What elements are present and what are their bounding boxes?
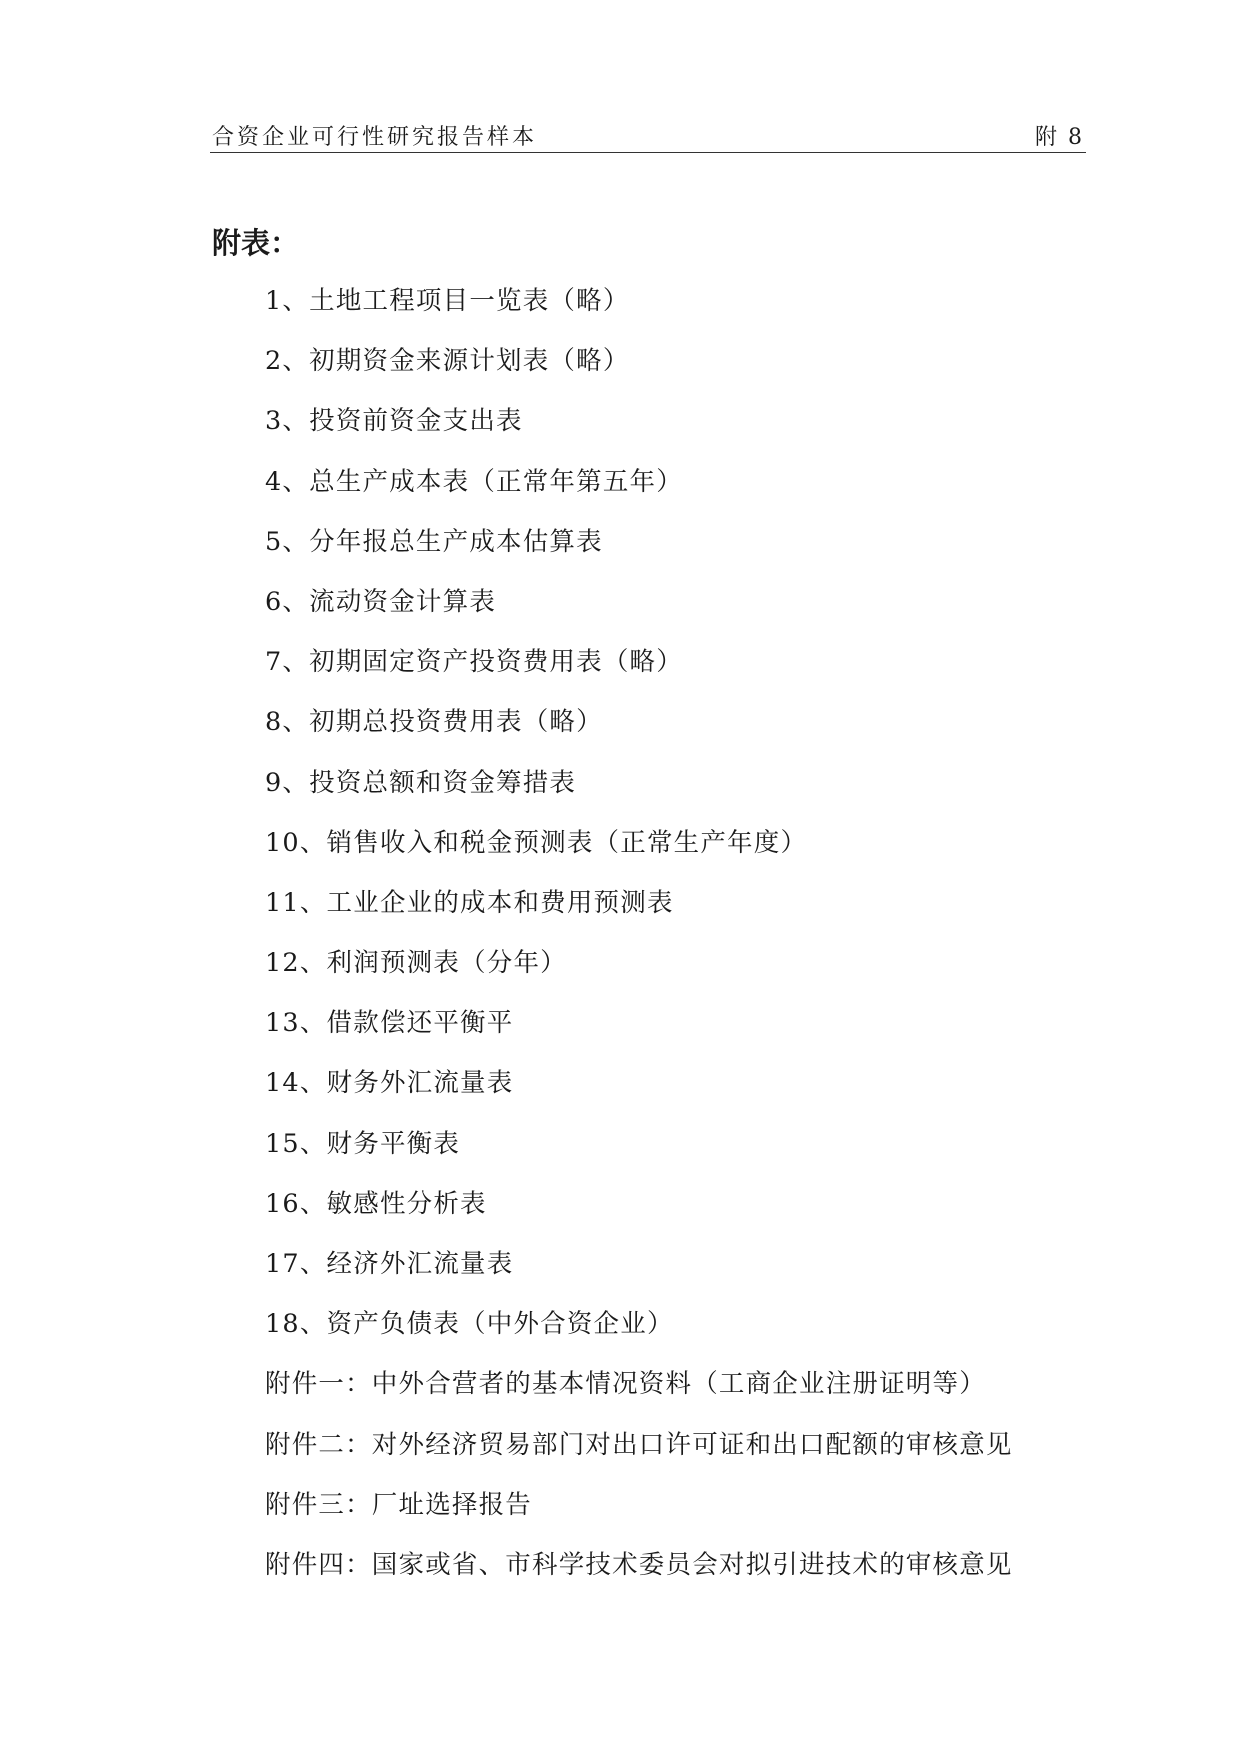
- page-header: [210, 118, 1086, 153]
- list-item: 13、借款偿还平衡平: [265, 1008, 514, 1039]
- list-item: 3、投资前资金支出表: [265, 406, 523, 437]
- list-item: 8、初期总投资费用表（略）: [265, 707, 603, 738]
- appendix-list: [265, 283, 1013, 1607]
- list-item: 10、销售收入和税金预测表（正常生产年度）: [265, 827, 808, 858]
- attachment-item: 附件一：中外合营者的基本情况资料（工商企业注册证明等）: [265, 1369, 986, 1400]
- list-item: 4、总生产成本表（正常年第五年）: [265, 466, 683, 497]
- list-item: 9、投资总额和资金筹措表: [265, 767, 577, 798]
- list-item: 12、利润预测表（分年）: [265, 948, 567, 979]
- page-number: 附 8: [1035, 125, 1084, 150]
- attachment-item: 附件三：厂址选择报告: [265, 1489, 533, 1520]
- list-item: 18、资产负债表（中外合资企业）: [265, 1309, 674, 1340]
- section-heading: 附表：: [212, 226, 300, 260]
- list-item: 15、财务平衡表: [265, 1128, 461, 1159]
- list-item: 2、初期资金来源计划表（略）: [265, 346, 630, 377]
- list-item: 5、分年报总生产成本估算表: [265, 526, 603, 557]
- list-item: 14、财务外汇流量表: [265, 1068, 514, 1099]
- list-item: 6、流动资金计算表: [265, 586, 497, 617]
- list-item: 11、工业企业的成本和费用预测表: [265, 887, 674, 918]
- list-item: 1、土地工程项目一览表（略）: [265, 286, 630, 316]
- document-title: 合资企业可行性研究报告样本: [212, 125, 538, 150]
- list-item: 17、经济外汇流量表: [265, 1249, 514, 1279]
- attachment-item: 附件二：对外经济贸易部门对出口许可证和出口配额的审核意见: [265, 1429, 1013, 1460]
- list-item: 7、初期固定资产投资费用表（略）: [265, 647, 683, 678]
- attachment-item: 附件四：国家或省、市科学技术委员会对拟引进技术的审核意见: [265, 1549, 1013, 1580]
- list-item: 16、敏感性分析表: [265, 1188, 487, 1219]
